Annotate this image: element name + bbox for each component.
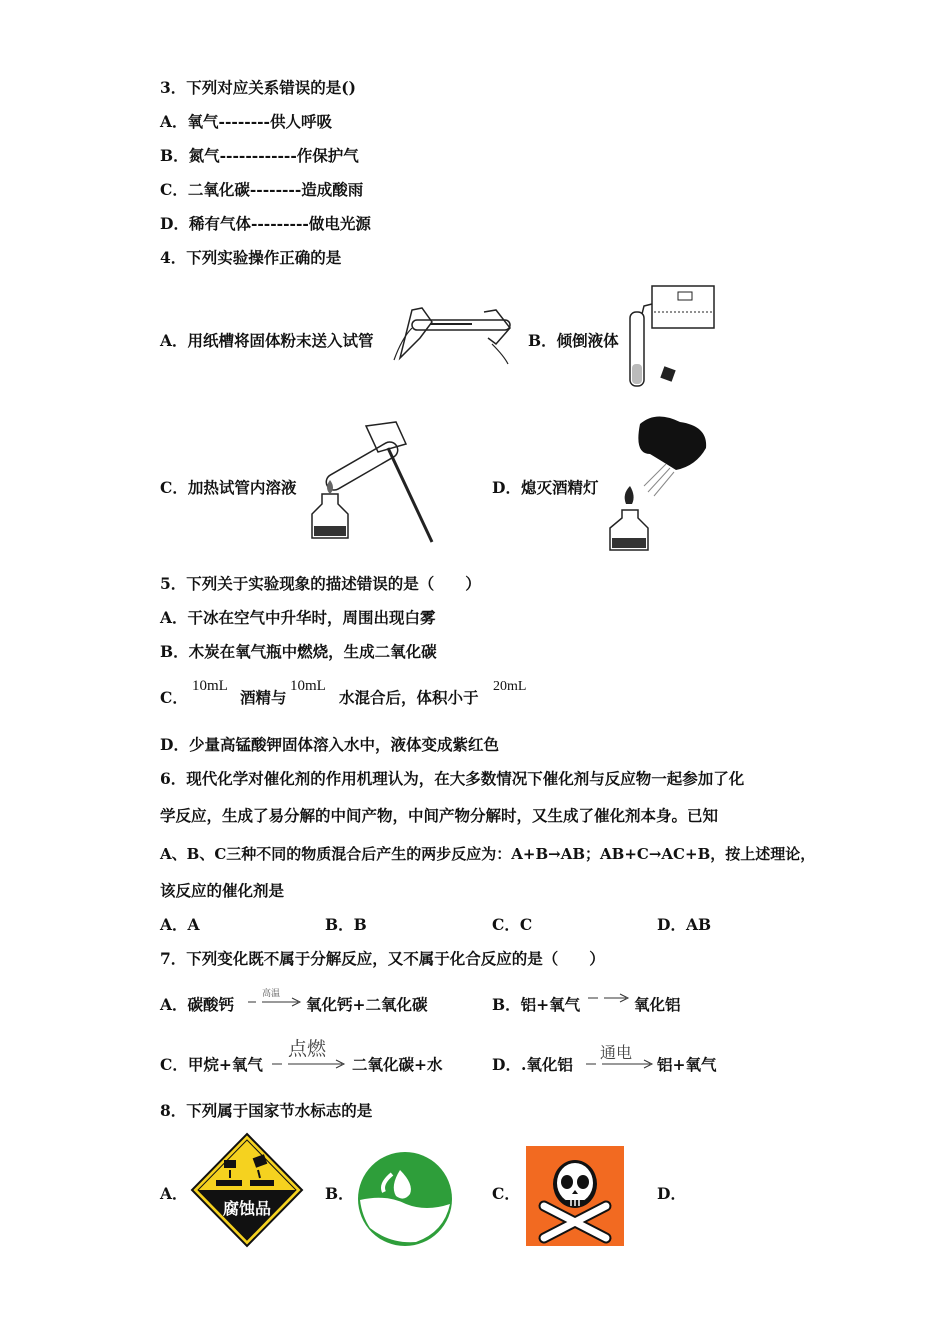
q7-option-b-right: 氧化铝 <box>634 995 681 1014</box>
q8-option-c: C． <box>492 1184 520 1203</box>
q7-a-arrow-icon <box>246 996 302 1008</box>
q3-option-d: D．稀有气体---------做电光源 <box>160 214 371 233</box>
q5-volume-2: 10mL <box>290 678 326 694</box>
q4-option-c: C．加热试管内溶液 <box>160 478 297 497</box>
q5-option-d: D．少量高锰酸钾固体溶入水中，液体变成紫红色 <box>160 735 499 754</box>
q5-stem: 5．下列关于实验现象的描述错误的是（ ） <box>160 574 481 593</box>
q7-option-b-left: B．铝+氧气 <box>492 995 581 1014</box>
q3-option-c: C．二氧化碳--------造成酸雨 <box>160 180 364 199</box>
corrosive-sign-text: 腐蚀品 <box>222 1199 272 1218</box>
q6-line-1: 6．现代化学对催化剂的作用机理认为，在大多数情况下催化剂与反应物一起参加了化 <box>160 769 745 788</box>
q6-option-a: A．A <box>160 915 200 934</box>
q7-option-c-condition: 点燃 <box>288 1039 327 1060</box>
q4-option-b: B．倾倒液体 <box>528 331 619 350</box>
q4-option-a: A．用纸槽将固体粉末送入试管 <box>160 331 374 350</box>
q6-option-b: B．B <box>325 915 367 934</box>
q7-option-c-left: C．甲烷+氧气 <box>160 1055 263 1074</box>
q7-option-a-condition: 高温 <box>262 989 281 999</box>
q7-option-d-right: 铝+氧气 <box>657 1055 717 1074</box>
q6-line-3: A、B、C三种不同的物质混合后产生的两步反应为：A+B→AB；AB+C→AC+B，按上述理论， <box>160 845 816 863</box>
q7-d-arrow-icon <box>584 1058 654 1070</box>
q4-stem: 4．下列实验操作正确的是 <box>160 248 342 267</box>
q5-volume-1: 10mL <box>192 678 228 694</box>
corrosive-sign-icon <box>190 1132 304 1248</box>
q5-option-c-text-2: 水混合后，体积小于 <box>339 688 479 707</box>
q8-option-b: B． <box>325 1184 354 1203</box>
q4-option-d: D．熄灭酒精灯 <box>492 478 599 497</box>
poison-sign-icon <box>526 1146 624 1246</box>
q8-option-a: A． <box>160 1184 188 1203</box>
q6-line-2: 学反应，生成了易分解的中间产物，中间产物分解时，又生成了催化剂本身。已知 <box>160 806 719 825</box>
heat-test-tube-figure <box>308 418 438 548</box>
q5-option-c-label: C． <box>160 688 188 707</box>
q7-option-a-right: 氧化钙+二氧化碳 <box>306 995 428 1014</box>
q8-stem: 8．下列属于国家节水标志的是 <box>160 1101 373 1120</box>
q8-option-d: D． <box>657 1184 686 1203</box>
paper-trough-test-tube-figure <box>392 298 522 366</box>
q6-option-d: D．AB <box>657 915 712 934</box>
q7-c-arrow-icon <box>270 1058 346 1070</box>
q3-option-a: A．氧气--------供人呼吸 <box>160 112 332 131</box>
q7-stem: 7．下列变化既不属于分解反应，又不属于化合反应的是（ ） <box>160 949 605 968</box>
extinguish-lamp-figure <box>600 410 718 552</box>
q3-stem: 3．下列对应关系错误的是() <box>160 78 356 97</box>
q7-option-d-condition: 通电 <box>600 1045 633 1062</box>
q5-option-c-text-1: 酒精与 <box>240 688 287 707</box>
q7-option-c-right: 二氧化碳+水 <box>352 1055 443 1074</box>
q7-option-a-left: A．碳酸钙 <box>160 995 235 1014</box>
q6-option-c: C．C <box>492 915 533 934</box>
q3-option-b: B．氮气------------作保护气 <box>160 146 359 165</box>
q5-option-a: A．干冰在空气中升华时，周围出现白雾 <box>160 608 436 627</box>
q7-b-arrow-icon <box>586 992 630 1004</box>
q5-volume-3: 20mL <box>493 679 527 694</box>
q5-option-b: B．木炭在氧气瓶中燃烧，生成二氧化碳 <box>160 642 437 661</box>
pour-liquid-figure <box>626 284 718 388</box>
q7-option-d-left: D．.氧化铝 <box>492 1055 573 1074</box>
q6-line-4: 该反应的催化剂是 <box>160 881 285 900</box>
water-saving-sign-icon <box>356 1150 454 1248</box>
